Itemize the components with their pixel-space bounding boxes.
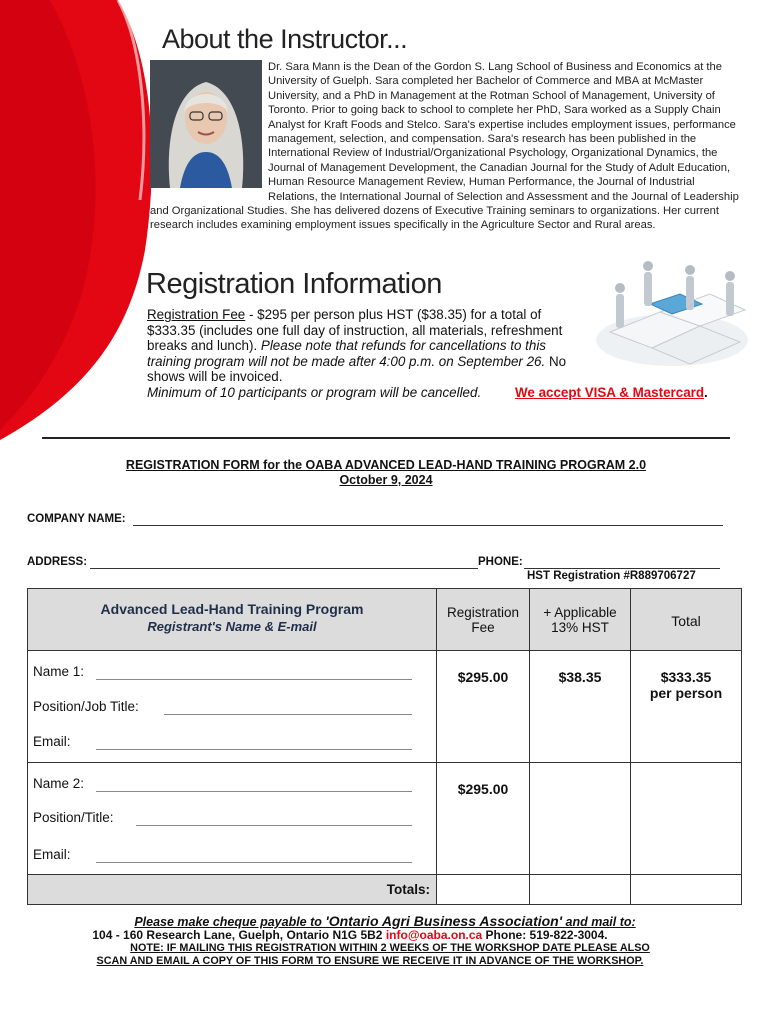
cheque-instructions: Please make cheque payable to 'Ontario Agri Business Association' and mail to: [134, 913, 636, 929]
email-2-label: Email: [33, 847, 71, 862]
payee-name: 'Ontario Agri Business Association' [325, 913, 563, 929]
position-2-label: Position/Title: [33, 810, 114, 825]
refund-note: Please note that refunds for cancellations to this training program will not be made after 4:00 p.m. on September 26. [147, 338, 546, 369]
puzzle-people-illustration [590, 252, 750, 372]
fee-header: Registration Fee [437, 589, 530, 651]
company-name-field[interactable] [133, 515, 723, 526]
registrant-1-details [28, 651, 437, 763]
registrant-1-hst: $38.35 [530, 651, 631, 763]
registration-fee-label: Registration Fee [147, 307, 246, 322]
registrant-2-row [28, 763, 742, 875]
mailing-note-line-1: NOTE: IF MAILING THIS REGISTRATION WITHIN 2 WEEKS OF THE WORKSHOP DATE PLEASE ALSO [130, 942, 650, 954]
payment-note: We accept VISA & Mastercard. [515, 385, 708, 400]
totals-hst[interactable] [530, 875, 631, 905]
registrant-1-fee: $295.00 [437, 651, 530, 763]
minimum-participants: Minimum of 10 participants or program will be cancelled. [147, 384, 482, 400]
registrant-2-hst[interactable] [530, 763, 631, 875]
registration-title: Registration Information [146, 268, 442, 300]
address-field[interactable] [90, 558, 478, 569]
registrant-2-fee: $295.00 [437, 763, 530, 875]
instructor-title: About the Instructor... [162, 24, 408, 54]
hst-header: + Applicable 13% HST [530, 589, 631, 651]
registrant-2-total[interactable] [631, 763, 742, 875]
email-1-field[interactable] [96, 748, 412, 750]
totals-row [28, 875, 742, 905]
position-2-field[interactable] [136, 824, 412, 826]
name-1-label: Name 1: [33, 664, 85, 679]
name-2-label: Name 2: [33, 776, 85, 791]
registration-fee-text: - $295 per person plus HST ($38.35) for a total of $333.35 (includes one full day of instruction, all materials, refreshment breaks and lunch). [147, 307, 563, 354]
registration-table [27, 588, 742, 905]
company-name-label: COMPANY NAME: [27, 513, 126, 525]
name-1-field[interactable] [96, 678, 412, 680]
total-header: Total [631, 589, 742, 651]
totals-label-cell [28, 875, 437, 905]
hst-registration: HST Registration #R889706727 [527, 570, 696, 582]
phone-field[interactable] [524, 558, 720, 569]
email-1-label: Email: [33, 734, 71, 749]
table-header-row [28, 589, 742, 651]
section-divider [42, 437, 730, 439]
contact-email[interactable]: info@oaba.on.ca [385, 928, 483, 942]
email-2-field[interactable] [96, 861, 412, 863]
instructor-bio: Dr. Sara Mann is the Dean of the Gordon S. Lang School of Business and Economics at the University of Guelph. Sara completed her Bachelor of Commerce and MBA at McMaster University, and a PhD in Management at the Rotman School of Management, University of Toronto. Prior to going back to school to complete her PhD, Sara worked as a Supply Chain Analyst for Kraft Foods and Stelco. Sara's expertise includes employment issues, performance management, selection, and compensation. Sara's research has been published in the International Review of Industrial/Organizational Psychology, Organizational Dynamics, the Journal of Management Development, the Canadian Journal for the Study of Adult Education, Human Resource Management Review, Human Performance, the Journal of Industrial Relations, the International Journal of Selection and Assessment and the Journal of Leadership and Organizational Studies. She has delivered dozens of Executive Training seminars to organizations. Her current research includes examining employment issues specifically in the Agriculture Sector and Rural areas. [150, 61, 739, 232]
payment-methods: We accept VISA & Mastercard [515, 385, 705, 400]
phone-label: PHONE: [478, 556, 523, 568]
program-title: Advanced Lead-Hand Training Program [100, 601, 364, 617]
position-1-field[interactable] [164, 713, 412, 715]
mailing-address: 104 - 160 Research Lane, Guelph, Ontario N1G 5B2 info@oaba.on.ca Phone: 519-822-3004. [92, 928, 608, 942]
address-label: ADDRESS: [27, 556, 88, 568]
totals-fee[interactable] [437, 875, 530, 905]
program-header [28, 589, 437, 651]
registrant-2-details [28, 763, 437, 875]
mailing-note-line-2: SCAN AND EMAIL A COPY OF THIS FORM TO ENSURE WE RECEIVE IT IN ADVANCE OF THE WORKSHOP. [96, 955, 644, 967]
name-2-field[interactable] [96, 790, 412, 792]
totals-label: Totals: [386, 882, 430, 897]
form-date: October 9, 2024 [339, 473, 433, 487]
registrant-1-total: $333.35 per person [631, 651, 742, 763]
registrant-1-row [28, 651, 742, 763]
program-subtitle: Registrant's Name & E-mail [147, 619, 317, 634]
totals-total[interactable] [631, 875, 742, 905]
position-1-label: Position/Job Title: [33, 699, 139, 714]
no-shows-text: No shows will be invoiced. [147, 353, 567, 385]
form-title: REGISTRATION FORM for the OABA ADVANCED LEAD-HAND TRAINING PROGRAM 2.0 [125, 458, 647, 472]
